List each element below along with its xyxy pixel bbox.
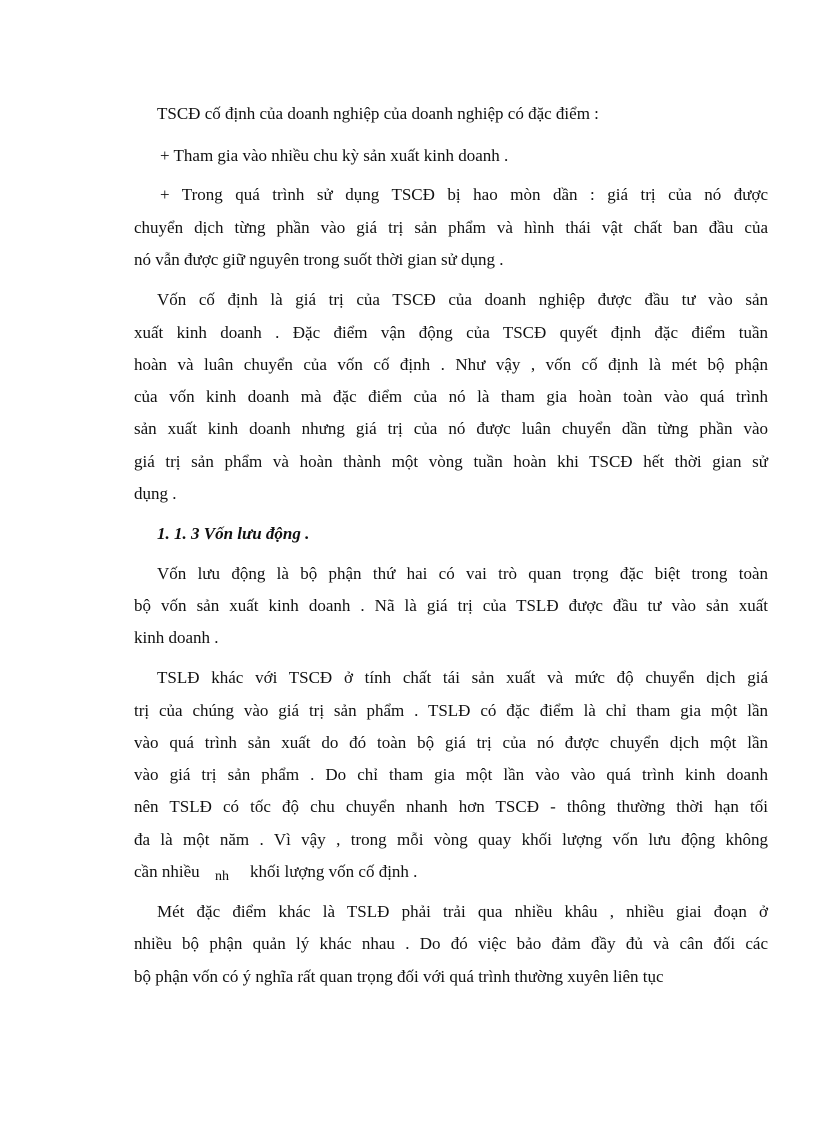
paragraph-line: bộ phận vốn có ý nghĩa rất quan trọng đối với quá trình thường xuyên liên tục bbox=[134, 967, 664, 986]
paragraph-line: dụng . bbox=[134, 484, 177, 503]
text-fragment: nh bbox=[215, 869, 229, 884]
paragraph-line: đa là một năm . Vì vậy , trong mỗi vòng quay khối lượng vốn lưu động không bbox=[134, 830, 768, 849]
paragraph-line: khối lượng vốn cố định . bbox=[250, 862, 418, 881]
paragraph-line: nhiều bộ phận quản lý khác nhau . Do đó việc bảo đảm đầy đủ và cân đối các bbox=[134, 934, 768, 953]
paragraph-line: + Tham gia vào nhiều chu kỳ sản xuất kinh doanh . bbox=[160, 146, 509, 165]
paragraph-line: TSLĐ khác với TSCĐ ở tính chất tái sản xuất và mức độ chuyển dịch giá bbox=[157, 668, 768, 687]
paragraph-line: hoàn và luân chuyển của vốn cố định . Như vậy , vốn cố định là mét bộ phận bbox=[134, 355, 768, 374]
paragraph-line: cần nhiều bbox=[134, 862, 200, 881]
paragraph-line: Mét đặc điểm khác là TSLĐ phải trải qua nhiều khâu , nhiều giai đoạn ở bbox=[157, 902, 768, 921]
paragraph-line: kinh doanh . bbox=[134, 628, 219, 647]
paragraph-line: vào giá trị sản phẩm . Do chỉ tham gia một lần vào vào quá trình kinh doanh bbox=[134, 765, 768, 784]
paragraph-line: nó vẫn được giữ nguyên trong suốt thời gian sử dụng . bbox=[134, 250, 504, 269]
paragraph-line: chuyển dịch từng phần vào giá trị sản phẩm và hình thái vật chất ban đầu của bbox=[134, 218, 768, 237]
paragraph-line: TSCĐ cố định của doanh nghiệp của doanh nghiệp có đặc điểm : bbox=[157, 104, 599, 123]
paragraph-line: vào quá trình sản xuất do đó toàn bộ giá trị của nó được chuyển dịch một lần bbox=[134, 733, 768, 752]
paragraph-line: giá trị sản phẩm và hoàn thành một vòng tuần hoàn khi TSCĐ hết thời gian sử bbox=[134, 452, 768, 471]
paragraph-line: xuất kinh doanh . Đặc điểm vận động của TSCĐ quyết định đặc điểm tuần bbox=[134, 323, 768, 342]
paragraph-line: Vốn lưu động là bộ phận thứ hai có vai trò quan trọng đặc biệt trong toàn bbox=[157, 564, 768, 583]
paragraph-line: sản xuất kinh doanh nhưng giá trị của nó được luân chuyển dần từng phần vào bbox=[134, 419, 768, 438]
paragraph-line: nên TSLĐ có tốc độ chu chuyển nhanh hơn TSCĐ - thông thường thời hạn tối bbox=[134, 797, 768, 816]
paragraph-line: + Trong quá trình sử dụng TSCĐ bị hao mòn dần : giá trị của nó được bbox=[160, 185, 768, 204]
paragraph-line: trị của chúng vào giá trị sản phẩm . TSLĐ có đặc điểm là chỉ tham gia một lần bbox=[134, 701, 768, 720]
section-heading: 1. 1. 3 Vốn lưu động . bbox=[157, 524, 310, 543]
paragraph-line: Vốn cố định là giá trị của TSCĐ của doanh nghiệp được đầu tư vào sản bbox=[157, 290, 768, 309]
paragraph-line: bộ vốn sản xuất kinh doanh . Nã là giá trị của TSLĐ được đầu tư vào sản xuất bbox=[134, 596, 768, 615]
paragraph-line: của vốn kinh doanh mà đặc điểm của nó là tham gia hoàn toàn vào quá trình bbox=[134, 387, 768, 406]
